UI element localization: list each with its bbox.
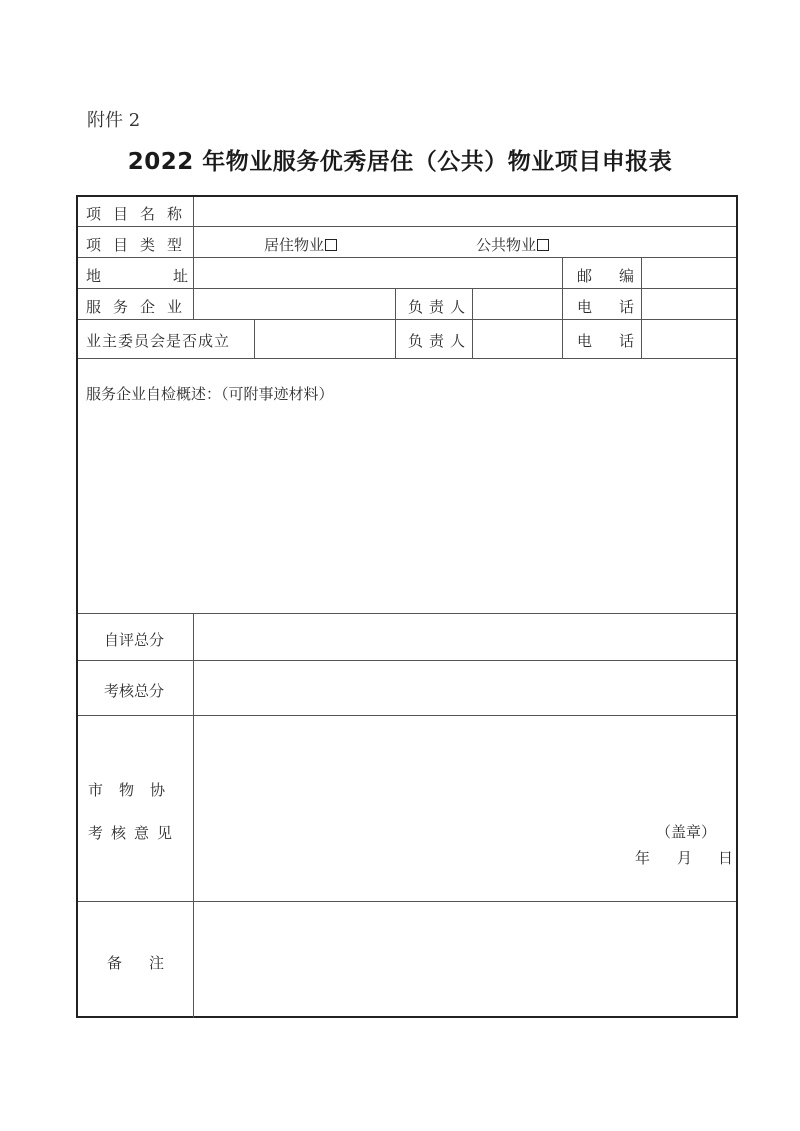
phone-label-right-2: 话: [619, 332, 635, 350]
postcode-label-right: 编: [619, 267, 635, 285]
application-form: [76, 195, 738, 1018]
phone-label-right: 话: [619, 298, 635, 316]
row-divider: [78, 257, 736, 258]
col-divider: [472, 288, 473, 358]
seal-label: （盖章）: [656, 823, 717, 841]
col-divider: [395, 288, 396, 358]
remarks-label-left: 备: [107, 954, 123, 972]
postcode-label-left: 邮: [577, 267, 593, 285]
attachment-label: 附件 2: [87, 110, 141, 131]
person-in-charge-label: 负责人: [408, 298, 472, 316]
owners-committee-label: 业主委员会是否成立: [86, 332, 231, 350]
row-divider: [78, 901, 736, 902]
month-label: 月: [677, 849, 693, 867]
remarks-label-right: 注: [149, 954, 165, 972]
service-company-label: 服务企业: [86, 298, 195, 316]
residential-checkbox[interactable]: [325, 239, 337, 251]
opinion-label-line1: 市物协: [88, 781, 182, 799]
public-option-label: 公共物业: [476, 236, 537, 254]
public-option[interactable]: [476, 234, 549, 255]
day-label: 日: [718, 849, 734, 867]
row-divider: [78, 613, 736, 614]
col-divider: [193, 613, 194, 1018]
col-divider: [562, 257, 563, 358]
col-divider: [641, 257, 642, 358]
residential-option-label: 居住物业: [264, 236, 325, 254]
assessment-score-label: 考核总分: [104, 682, 165, 700]
person-in-charge-label-2: 负责人: [408, 332, 472, 350]
phone-label-left: 电: [577, 298, 593, 316]
public-checkbox[interactable]: [537, 239, 549, 251]
row-divider: [78, 660, 736, 661]
self-check-label: 服务企业自检概述：（可附事迹材料）: [86, 385, 334, 403]
row-divider: [78, 358, 736, 359]
project-type-label: 项目类型: [86, 236, 195, 254]
residential-option[interactable]: [264, 234, 337, 255]
address-label-right: 址: [173, 267, 189, 285]
phone-label-left-2: 电: [577, 332, 593, 350]
year-label: 年: [635, 849, 651, 867]
row-divider: [78, 715, 736, 716]
page-title: 2022 年物业服务优秀居住（公共）物业项目申报表: [127, 149, 673, 175]
project-name-label: 项目名称: [86, 205, 195, 223]
opinion-label-line2: 考核意见: [88, 824, 181, 842]
col-divider: [254, 319, 255, 358]
row-divider: [78, 226, 736, 227]
address-label-left: 地: [86, 267, 102, 285]
row-divider: [78, 288, 736, 289]
self-score-label: 自评总分: [104, 631, 165, 649]
row-divider: [78, 319, 736, 320]
